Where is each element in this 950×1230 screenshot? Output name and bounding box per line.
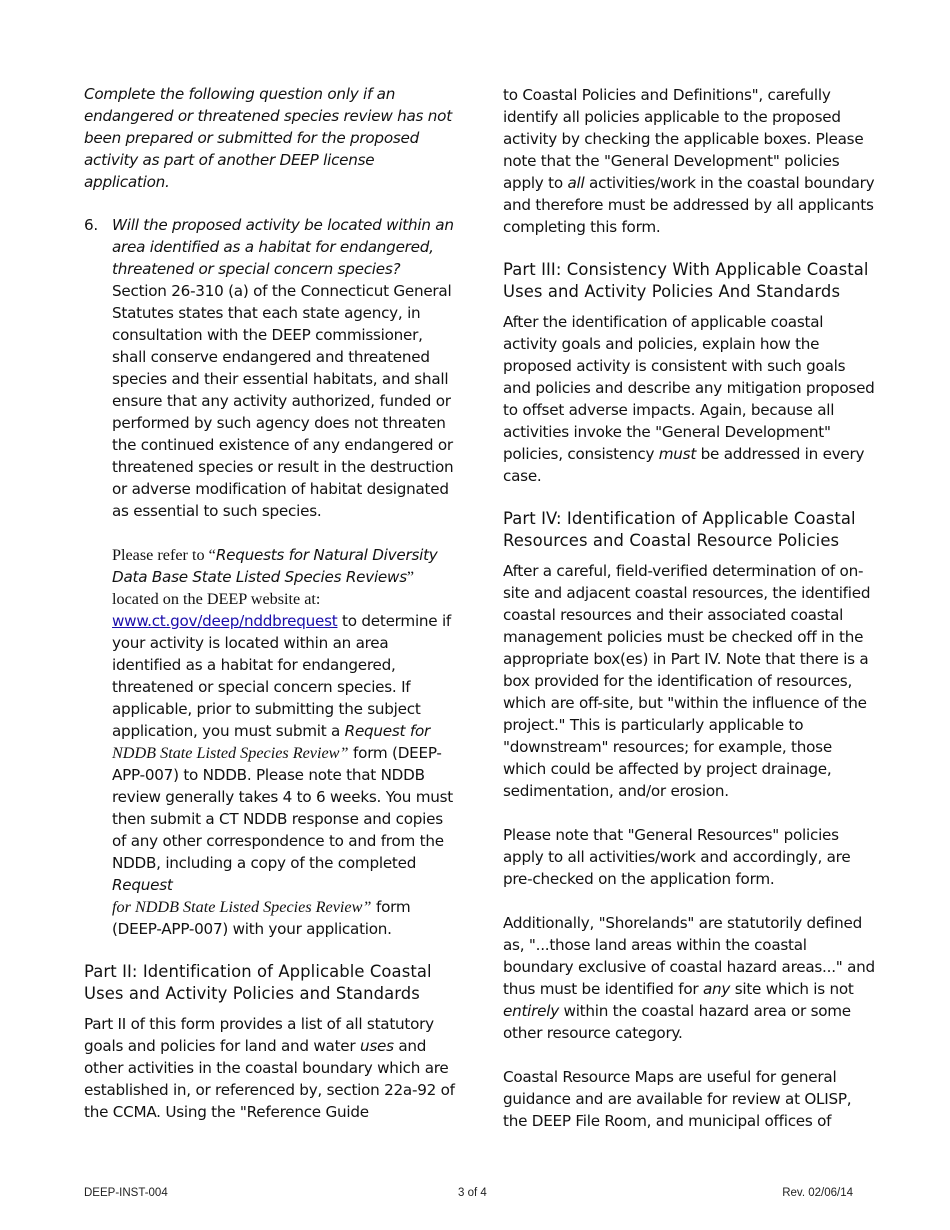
part3-heading: Part III: Consistency With Applicable Coastal Uses and Activity Policies And Standards	[503, 260, 869, 301]
part4-heading: Part IV: Identification of Applicable Coastal Resources and Coastal Resource Policies	[503, 509, 856, 550]
part3-must: must	[658, 445, 697, 463]
question-body	[112, 214, 456, 940]
part4-p3-text-b: site which is not	[730, 980, 854, 998]
refer-title: Requests for Natural Diversity Data Base State Listed Species Reviews	[112, 546, 438, 586]
refer-location: ” located on the DEEP website at:	[112, 568, 415, 608]
cont-all: all	[567, 174, 585, 192]
question-number: 6.	[84, 216, 98, 234]
left-column	[84, 83, 456, 1123]
nddb-request-link[interactable]: www.ct.gov/deep/nddbrequest	[112, 612, 338, 630]
part3-text-b: be addressed in every case.	[503, 445, 865, 485]
question-6	[84, 214, 456, 940]
cont-text-a: to Coastal Policies and Definitions", carefully identify all policies applicable to the proposed activity by checking the applicable boxes. Please note that the "General Development" policies apply to	[503, 86, 864, 192]
part2-text-b: and other activities in the coastal boundary which are established in, or referenced by, section 22a-92 of the CCMA. Using the "Reference Guide	[84, 1037, 455, 1121]
statute-text: Section 26-310 (a) of the Connecticut General Statutes states that each state agency, in consultation with the DEEP commissioner, shall conserve endangered and threatened species and their essential habitats, and shall ensure that any activity authorized, funded or performed by such agency does not threaten the continued existence of any endangered or threatened species or result in the destruction or adverse modification of habitat designated as essential to such species.	[112, 282, 454, 520]
footer-page-number: 3 of 4	[458, 1187, 487, 1199]
question-text: Will the proposed activity be located within an area identified as a habitat for endangered, threatened or special concern species?	[112, 216, 454, 278]
part4-paragraph-1: After a careful, field-verified determination of on-site and adjacent coastal resources, the identified coastal resources and their associated coastal management policies must be checked off in the appropriate box(es) in Part IV. Note that there is a box provided for the identification of resources, which are off-site, but "within the influence of the project." This is particularly applicable to "downstream" resources; for example, those which could be affected by project drainage, sedimentation, and/or erosion.	[503, 562, 871, 800]
part2-heading: Part II: Identification of Applicable Coastal Uses and Activity Policies and Standards	[84, 962, 432, 1003]
part4-paragraph-4: Coastal Resource Maps are useful for general guidance and are available for review at OLISP, the DEEP File Room, and municipal offices of	[503, 1068, 852, 1130]
request-form-title-b: NDDB State Listed Species Review”	[112, 744, 349, 762]
part3-text-a: After the identification of applicable coastal activity goals and policies, explain how the proposed activity is consistent with such goals and policies and describe any mitigation proposed to offset adverse impacts. Again, because all activities invoke the "General Development" policies, consistency	[503, 313, 875, 463]
right-column	[503, 84, 875, 1132]
part2-paragraph	[84, 1013, 456, 1123]
footer-form-id: DEEP-INST-004	[84, 1187, 168, 1199]
part2-text-a: Part II of this form provides a list of all statutory goals and policies for land and water	[84, 1015, 434, 1055]
part4-p3-text-a: Additionally, "Shorelands" are statutorily defined as, "...those land areas within the coastal boundary exclusive of coastal hazard areas..." and thus must be identified for	[503, 914, 875, 998]
request-form-title-c: Request	[112, 876, 173, 894]
part4-paragraph-3	[503, 912, 875, 1044]
intro-note: Complete the following question only if an endangered or threatened species review has not been prepared or submitted for the proposed activity as part of another DEEP license application.	[84, 85, 452, 191]
cont-text-b: activities/work in the coastal boundary and therefore must be addressed by all applicants completing this form.	[503, 174, 875, 236]
footer-revision: Rev. 02/06/14	[782, 1187, 853, 1199]
part4-p3-entirely: entirely	[503, 1002, 559, 1020]
refer-intro: Please refer to “	[112, 546, 216, 564]
refer-closing: form (DEEP-APP-007) with your application.	[112, 898, 411, 938]
refer-nddb-note: form (DEEP-APP-007) to NDDB. Please note that NDDB review generally takes 4 to 6 weeks. You must then submit a CT NDDB response and copies of any other correspondence to and from the NDDB, including a copy of the completed	[112, 744, 453, 872]
part4-p3-any: any	[702, 980, 731, 998]
part2-uses: uses	[359, 1037, 394, 1055]
request-form-title-d: for NDDB State Listed Species Review”	[112, 898, 372, 916]
refer-instructions: to determine if your activity is located within an area identified as a habitat for endangered, threatened or special concern species. If applicable, prior to submitting the subject application, you must submit a	[112, 612, 452, 740]
part4-paragraph-2: Please note that "General Resources" policies apply to all activities/work and accordingly, are pre-checked on the application form.	[503, 826, 851, 888]
request-form-title-a: Request for	[344, 722, 430, 740]
question-paragraph	[112, 214, 456, 522]
part4-p3-text-c: within the coastal hazard area or some other resource category.	[503, 1002, 851, 1042]
refer-paragraph	[112, 544, 456, 940]
part2-continuation	[503, 84, 875, 238]
part3-paragraph	[503, 311, 875, 487]
